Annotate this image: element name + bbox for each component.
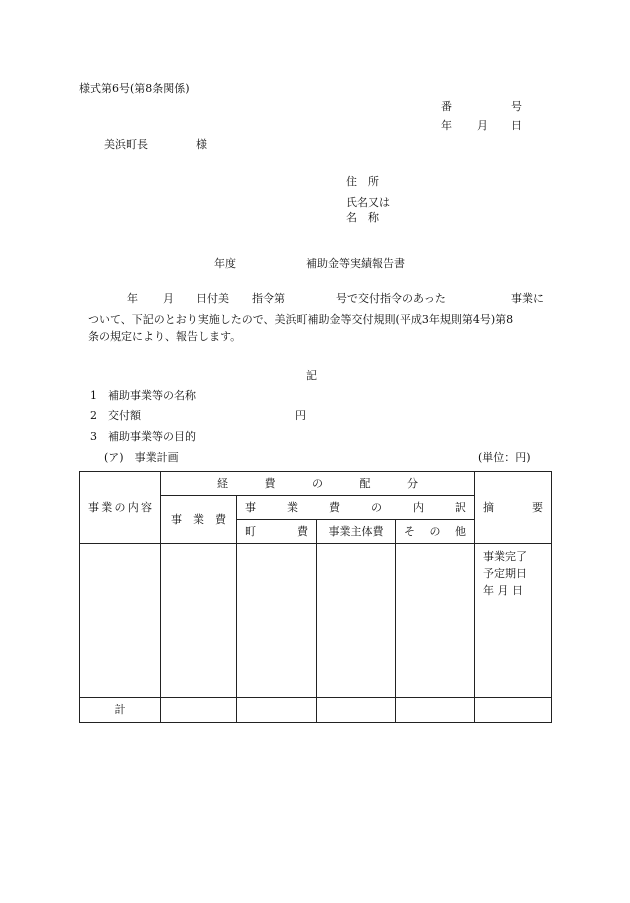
item-2-number: 2 bbox=[90, 409, 97, 422]
plan-label: (ア) 事業計画 bbox=[104, 451, 179, 464]
item-2-label: 交付額 bbox=[108, 409, 141, 422]
remarks-line-2: 予定期日 bbox=[483, 567, 527, 580]
body-month: 月 bbox=[163, 292, 174, 305]
cell-remarks bbox=[475, 544, 552, 698]
document-title: 補助金等実績報告書 bbox=[306, 257, 405, 270]
total-project-cost bbox=[161, 698, 237, 723]
cell-other bbox=[396, 544, 475, 698]
item-3-label: 補助事業等の目的 bbox=[108, 430, 196, 443]
body-directive: 指令第 bbox=[252, 292, 285, 305]
body-year: 年 bbox=[127, 292, 138, 305]
total-remarks bbox=[475, 698, 552, 723]
header-breakdown: 事 業 費 の 内 訳 bbox=[237, 496, 475, 520]
item-1-number: 1 bbox=[90, 389, 97, 402]
cell-project-cost bbox=[161, 544, 237, 698]
body-number: 号で交付指令のあった bbox=[336, 292, 446, 305]
addressee-name: 美浜町長 bbox=[104, 138, 148, 151]
number-label-ban: 番 bbox=[441, 100, 452, 113]
number-label-go: 号 bbox=[511, 100, 522, 113]
plan-table bbox=[79, 471, 552, 723]
date-day-label: 日 bbox=[511, 119, 522, 132]
date-year-label: 年 bbox=[441, 119, 452, 132]
unit-note: (単位：円) bbox=[478, 451, 531, 464]
cell-project-content bbox=[80, 544, 161, 698]
addressee-honorific: 様 bbox=[196, 138, 207, 151]
name-label-line2: 名 称 bbox=[346, 211, 379, 224]
name-label-line1: 氏名又は bbox=[346, 196, 390, 209]
header-project-cost: 事 業 費 bbox=[161, 496, 237, 544]
item-1-label: 補助事業等の名称 bbox=[108, 389, 196, 402]
header-project-content: 事 業 の 内 容 bbox=[80, 472, 161, 544]
item-2-unit: 円 bbox=[295, 409, 306, 422]
total-label: 計 bbox=[80, 698, 161, 723]
body-date: 日付美 bbox=[196, 292, 229, 305]
header-other: そ の 他 bbox=[396, 520, 475, 544]
body-project: 事業に bbox=[511, 292, 544, 305]
item-3-number: 3 bbox=[90, 430, 97, 443]
header-town-cost: 町 費 bbox=[237, 520, 317, 544]
cell-town-cost bbox=[237, 544, 317, 698]
ki-heading: 記 bbox=[306, 369, 317, 382]
cell-self-cost bbox=[317, 544, 396, 698]
header-remarks: 摘 要 bbox=[475, 472, 552, 544]
total-self-cost bbox=[317, 698, 396, 723]
remarks-line-1: 事業完了 bbox=[483, 550, 527, 563]
body-line-2: ついて、下記のとおり実施したので、美浜町補助金等交付規則(平成3年規則第4号)第8 bbox=[88, 313, 514, 326]
header-allocation: 経 費 の 配 分 bbox=[161, 472, 475, 496]
header-self-cost: 事業主体費 bbox=[317, 520, 396, 544]
body-line-3: 条の規定により、報告します。 bbox=[88, 330, 242, 343]
remarks-line-3: 年 月 日 bbox=[483, 584, 523, 597]
form-number: 様式第6号(第8条関係) bbox=[79, 82, 190, 95]
date-month-label: 月 bbox=[477, 119, 488, 132]
total-town-cost bbox=[237, 698, 317, 723]
address-label: 住 所 bbox=[346, 175, 379, 188]
total-other bbox=[396, 698, 475, 723]
title-year-label: 年度 bbox=[214, 257, 236, 270]
